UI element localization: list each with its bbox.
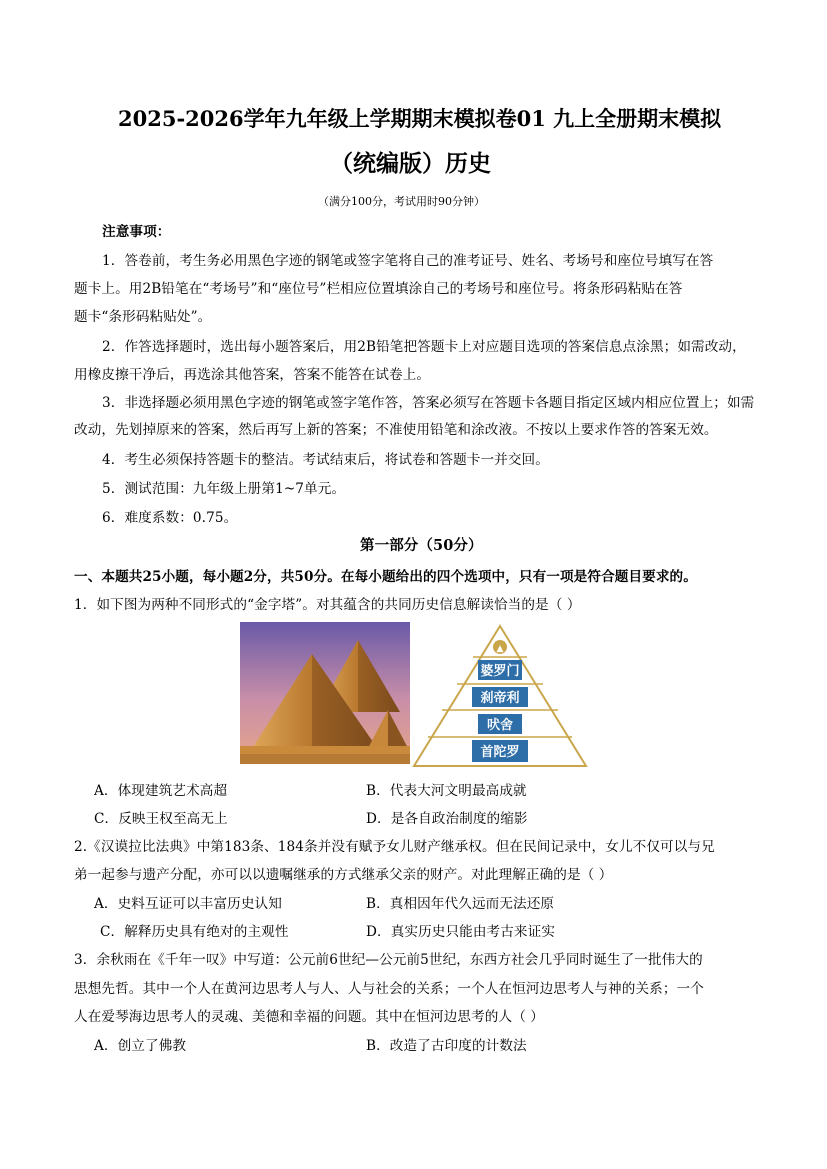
q2-option-d: D．真实历史只能由考古来证实	[366, 924, 556, 940]
page-title-line2: （统编版）历史	[330, 150, 491, 177]
q3-option-b: B．改造了古印度的计数法	[366, 1038, 527, 1054]
notice-line: 题卡“条形码粘贴处”。	[74, 309, 212, 325]
q2-option-a: A．史料互证可以丰富历史认知	[94, 896, 282, 912]
q3-stem-line2: 思想先哲。其中一个人在黄河边思考人与人、人与社会的关系；一个人在恒河边思考人与神的关系；一个	[74, 981, 704, 997]
svg-text:▲: ▲	[496, 644, 504, 654]
notice-line: 用橡皮擦干净后，再选涂其他答案，答案不能答在试卷上。	[74, 367, 431, 383]
notice-line: 1．答卷前，考生务必用黑色字迹的钢笔或签字笔将自己的准考证号、姓名、考场号和座位号填写在答	[102, 253, 714, 269]
caste-level-2: 刹帝利	[480, 691, 520, 706]
q3-option-a: A．创立了佛教	[94, 1038, 187, 1054]
notice-heading: 注意事项：	[102, 224, 171, 240]
caste-level-1: 婆罗门	[480, 664, 520, 679]
notice-line: 2．作答选择题时，选出每小题答案后，用2B铅笔把答题卡上对应题目选项的答案信息点涂黑；如需改动，	[102, 339, 746, 355]
notice-line: 改动，先划掉原来的答案，然后再写上新的答案；不准使用铅笔和涂改液。不按以上要求作答的答案无效。	[74, 422, 718, 438]
q2-option-c: C．解释历史具有绝对的主观性	[100, 924, 289, 940]
page-title-line1: 2025-2026学年九年级上学期期末模拟卷01 九上全册期末模拟	[118, 106, 722, 131]
q1-option-c: C．反映王权至高无上	[94, 811, 228, 827]
exam-info: （满分100分，考试用时90分钟）	[318, 195, 485, 208]
q1-option-a: A．体现建筑艺术高超	[94, 783, 228, 799]
q2-option-b: B．真相因年代久远而无法还原	[366, 896, 555, 912]
q2-stem-line1: 2.《汉谟拉比法典》中第183条、184条并没有赋予女儿财产继承权。但在民间记录中，女儿不仅可以与兄	[74, 839, 715, 855]
q3-stem-line1: 3．余秋雨在《千年一叹》中写道：公元前6世纪—公元前5世纪，东西方社会几乎同时诞生了一批伟大的	[74, 952, 703, 968]
notice-line: 题卡上。用2B铅笔在“考场号”和“座位号”栏相应位置填涂自己的考场号和座位号。将条形码粘贴在答	[74, 281, 683, 297]
egypt-pyramids-photo	[240, 622, 410, 764]
part1-instruction: 一、本题共25小题，每小题2分，共50分。在每小题给出的四个选项中，只有一项是符合题目要求的。	[74, 569, 697, 585]
q2-stem-line2: 弟一起参与遗产分配，亦可以以遗嘱继承的方式继承父亲的财产。对此理解正确的是（ ）	[74, 867, 613, 883]
q1-option-d: D．是各自政治制度的缩影	[366, 811, 528, 827]
q3-stem-line3: 人在爱琴海边思考人的灵魂、美德和幸福的问题。其中在恒河边思考的人（ ）	[74, 1009, 545, 1025]
notice-line: 3．非选择题必须用黑色字迹的钢笔或签字笔作答，答案必须写在答题卡各题目指定区域内相应位置上；如需	[102, 395, 755, 411]
notice-line: 6．难度系数：0.75。	[102, 510, 238, 526]
caste-level-3: 吠舍	[486, 718, 514, 733]
notice-line: 5．测试范围：九年级上册第1~7单元。	[102, 481, 346, 497]
q1-stem: 1．如下图为两种不同形式的“金字塔”。对其蕴含的共同历史信息解读恰当的是（ ）	[74, 597, 581, 613]
caste-pyramid-diagram	[412, 622, 588, 768]
part1-heading: 第一部分（50分）	[360, 537, 483, 554]
q1-option-b: B．代表大河文明最高成就	[366, 783, 527, 799]
caste-level-4: 首陀罗	[480, 745, 520, 760]
notice-line: 4．考生必须保持答题卡的整洁。考试结束后，将试卷和答题卡一并交回。	[102, 452, 549, 468]
